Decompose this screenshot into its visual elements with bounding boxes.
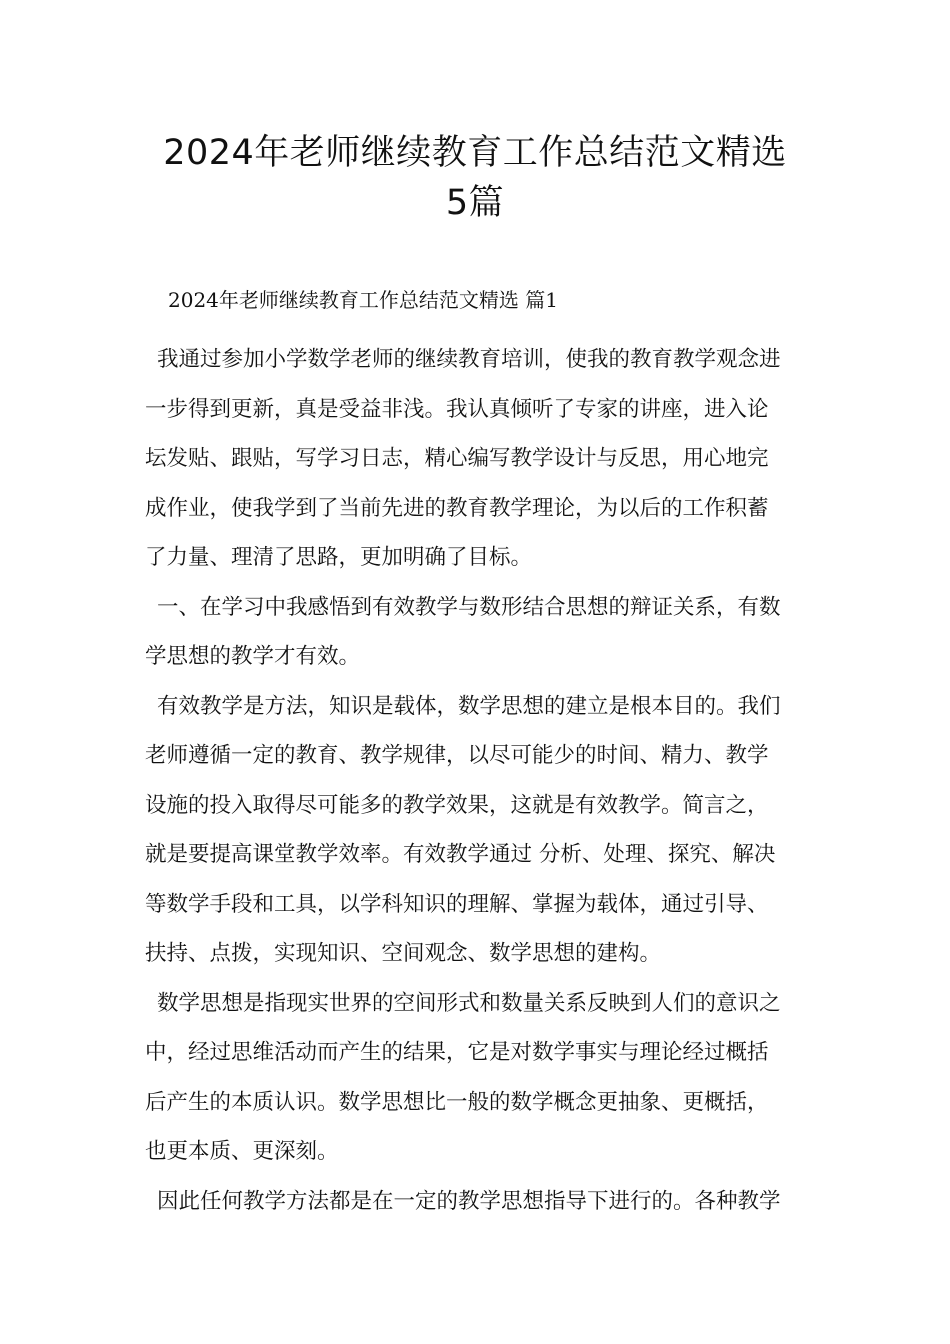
- paragraph-line: 老师遵循一定的教育、教学规律，以尽可能少的时间、精力、教学: [145, 743, 769, 768]
- paragraph-line: 因此任何教学方法都是在一定的教学思想指导下进行的。各种教学: [157, 1188, 781, 1214]
- paragraph-line: 等数学手段和工具，以学科知识的理解、掌握为载体，通过引导、: [145, 891, 769, 917]
- paragraph-line: 也更本质、更深刻。: [145, 1139, 339, 1164]
- paragraph-line: 成作业，使我学到了当前先进的教育教学理论，为以后的工作积蓄: [145, 495, 769, 521]
- paragraph-line: 了力量、理清了思路，更加明确了目标。: [145, 545, 533, 570]
- paragraph-line: 有效教学是方法，知识是载体，数学思想的建立是根本目的。我们: [157, 693, 781, 719]
- document-title: [120, 128, 830, 228]
- section-heading: 2024年老师继续教育工作总结范文精选 篇1: [168, 288, 558, 312]
- body-text: [145, 335, 810, 1226]
- paragraph-line: 设施的投入取得尽可能多的教学效果，这就是有效教学。简言之，: [145, 792, 769, 818]
- title-line-2: 5篇: [445, 183, 505, 223]
- paragraph-line: 中，经过思维活动而产生的结果，它是对数学事实与理论经过概括: [145, 1040, 769, 1065]
- paragraph-line: 扶持、点拨，实现知识、空间观念、数学思想的建构。: [145, 941, 662, 966]
- paragraph-line: 坛发贴、跟贴，写学习日志，精心编写教学设计与反思，用心地完: [145, 446, 769, 471]
- paragraph-line: 一步得到更新，真是受益非浅。我认真倾听了专家的讲座，进入论: [145, 396, 769, 422]
- paragraph-line: 我通过参加小学数学老师的继续教育培训，使我的教育教学观念进: [157, 347, 781, 372]
- paragraph-line: 一、在学习中我感悟到有效教学与数形结合思想的辩证关系，有数: [157, 594, 781, 620]
- title-line-1: 2024年老师继续教育工作总结范文精选: [163, 133, 787, 173]
- paragraph-line: 就是要提高课堂教学效率。有效教学通过 分析、处理、探究、解决: [145, 842, 776, 867]
- paragraph-line: 数学思想是指现实世界的空间形式和数量关系反映到人们的意识之: [157, 990, 781, 1016]
- paragraph-line: 后产生的本质认识。数学思想比一般的数学概念更抽象、更概括，: [145, 1089, 769, 1115]
- paragraph-line: 学思想的教学才有效。: [145, 644, 361, 669]
